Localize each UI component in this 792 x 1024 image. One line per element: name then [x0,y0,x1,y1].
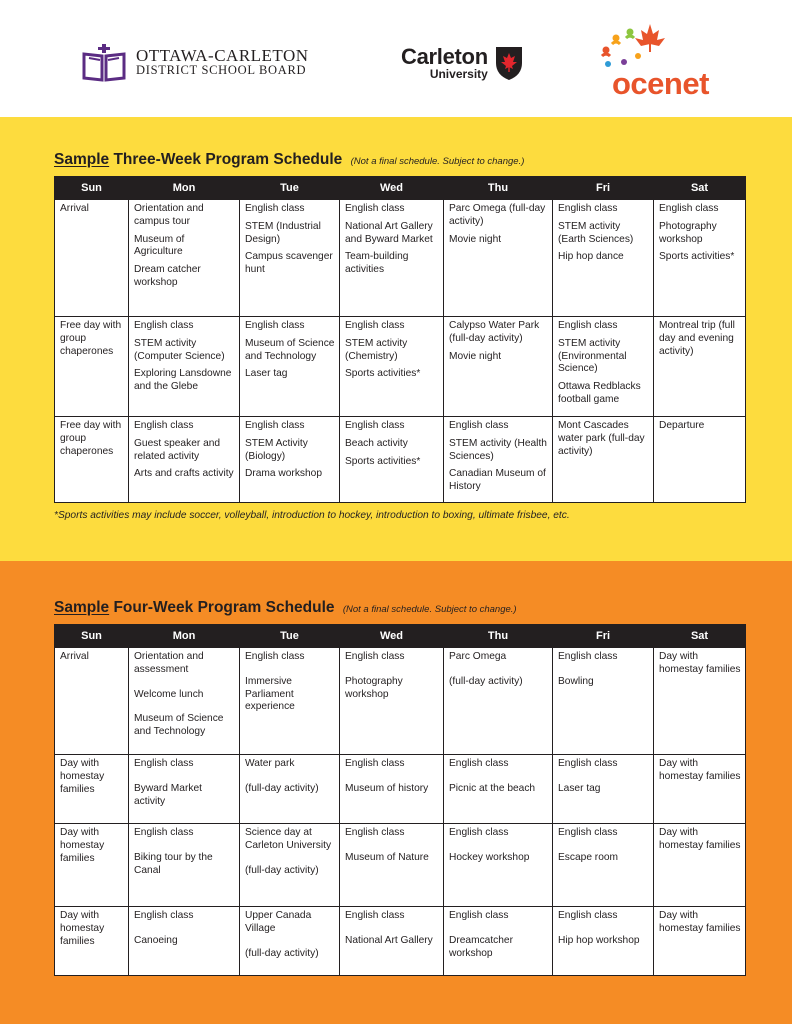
activity-item: Museum of Science and Technology [134,713,224,738]
activity-item: English class [345,651,405,662]
activity-item: STEM (Industrial Design) [245,220,321,245]
table-row [55,755,746,824]
activity-item: Team-building activities [345,251,409,276]
three-week-schedule-table [54,176,746,503]
activity-item: English class [345,420,405,431]
schedule-cell-fri [553,824,654,907]
activity-item: Canoeing [134,934,178,946]
activity-item: English class [558,827,618,838]
schedule-cell-thu [444,200,553,317]
activity-item: Parc Omega (full-day activity) [449,203,546,227]
activity-item: English class [345,758,405,769]
activity-item: Day with homestay families [60,827,105,864]
activity-item: (full-day activity) [449,675,523,687]
activity-item: Museum of history [345,782,429,794]
schedule-cell-tue [240,824,340,907]
schedule-cell-sat [654,755,746,824]
activity-item: Parc Omega [449,651,507,662]
activity-item: English class [449,758,509,769]
activity-item: English class [134,910,194,921]
table-row [55,317,746,417]
activity-item: Bowling [558,675,594,687]
activity-item: (full-day activity) [245,782,319,794]
four-week-schedule-table [54,624,746,976]
schedule-cell-fri [553,755,654,824]
four-week-title [54,599,517,617]
activity-item: English class [659,203,719,214]
activity-item: Museum of Agriculture [134,233,185,258]
activity-item: Arts and crafts activity [134,468,234,480]
schedule-cell-sat [654,824,746,907]
activity-item: English class [558,320,618,331]
activity-item: Mont Cascades water park (full-day activity) [558,420,645,457]
activity-item: STEM activity (Environmental Science) [558,337,627,375]
schedule-cell-tue [240,648,340,755]
schedule-cell-sun [55,648,129,755]
schedule-cell-fri [553,417,654,503]
activity-item: Picnic at the beach [449,782,536,794]
schedule-cell-mon [129,317,240,417]
activity-item: Immersive Parliament experience [245,675,295,713]
activity-item: STEM activity (Computer Science) [134,337,225,362]
ocdsb-name-line2: DISTRICT SCHOOL BOARD [136,63,307,78]
activity-item: Byward Market activity [134,782,202,807]
activity-item: Calypso Water Park (full-day activity) [449,320,540,344]
activity-item: Day with homestay families [659,651,741,675]
sports-footnote: *Sports activities may include soccer, volleyball, introduction to hockey, introduction to boxing, ultimate frisbee, etc. [54,510,570,521]
carleton-name: Carleton [401,44,488,69]
activity-item: Exploring Lansdowne and the Glebe [134,368,232,393]
day-header-thu: Thu [444,177,553,200]
four-week-title-sample: Sample [54,599,110,616]
schedule-cell-thu [444,648,553,755]
three-week-title-sample: Sample [54,151,110,168]
activity-item: English class [345,203,405,214]
activity-item: Biking tour by the Canal [134,851,213,876]
day-header-wed: Wed [340,625,444,648]
activity-item: Day with homestay families [60,910,105,947]
activity-item: English class [134,758,194,769]
logo-header [0,0,792,117]
schedule-cell-wed [340,755,444,824]
schedule-cell-mon [129,907,240,976]
schedule-cell-mon [129,755,240,824]
schedule-cell-thu [444,755,553,824]
activity-item: Museum of Science and Technology [245,337,335,362]
activity-item: English class [345,910,405,921]
schedule-cell-sun [55,907,129,976]
activity-item: English class [449,910,509,921]
activity-item: English class [345,320,405,331]
schedule-cell-mon [129,824,240,907]
activity-item: Hockey workshop [449,851,530,863]
schedule-cell-tue [240,417,340,503]
activity-item: Hip hop workshop [558,934,640,946]
schedule-cell-sun [55,317,129,417]
schedule-cell-thu [444,317,553,417]
table-header-row [55,177,746,200]
carleton-university: University [429,67,488,81]
activity-item: Dream catcher workshop [134,264,201,288]
schedule-cell-tue [240,317,340,417]
activity-item: National Art Gallery and Byward Market [345,220,433,245]
schedule-cell-thu [444,824,553,907]
day-header-mon: Mon [129,177,240,200]
schedule-cell-wed [340,907,444,976]
activity-item: Laser tag [245,368,288,380]
activity-item: Dreamcatcher workshop [449,934,513,959]
day-header-mon: Mon [129,625,240,648]
activity-item: English class [245,203,305,214]
table-header-row [55,625,746,648]
day-header-sat: Sat [654,625,746,648]
activity-item: English class [558,910,618,921]
activity-item: Sports activities* [659,251,735,263]
activity-item: English class [345,827,405,838]
activity-item: STEM activity (Earth Sciences) [558,220,634,245]
table-row [55,824,746,907]
schedule-cell-wed [340,317,444,417]
activity-item: Arrival [60,651,89,662]
schedule-cell-sat [654,317,746,417]
activity-item: STEM activity (Chemistry) [345,337,408,362]
day-header-fri: Fri [553,625,654,648]
activity-item: Montreal trip (full day and evening activity) [659,320,735,357]
activity-item: Orientation and assessment [134,651,204,675]
activity-item: Sports activities* [345,368,421,380]
day-header-tue: Tue [240,177,340,200]
ocenet-logo [598,22,738,100]
ocdsb-name-line1: OTTAWA-CARLETON [136,45,309,65]
activity-item: English class [245,420,305,431]
activity-item: Free day with group chaperones [60,420,122,457]
schedule-cell-mon [129,417,240,503]
activity-item: Departure [659,420,705,431]
schedule-cell-fri [553,317,654,417]
activity-item: (full-day activity) [245,864,319,876]
activity-item: Upper Canada Village [245,910,312,934]
day-header-thu: Thu [444,625,553,648]
table-row [55,907,746,976]
activity-item: (full-day activity) [245,947,319,959]
day-header-tue: Tue [240,625,340,648]
activity-item: Museum of Nature [345,851,429,863]
schedule-cell-tue [240,200,340,317]
schedule-cell-tue [240,907,340,976]
day-header-wed: Wed [340,177,444,200]
day-header-sun: Sun [55,177,129,200]
activity-item: Day with homestay families [659,758,741,782]
activity-item: Free day with group chaperones [60,320,122,357]
activity-item: Hip hop dance [558,251,624,263]
activity-item: Water park [245,758,295,769]
activity-item: Drama workshop [245,468,322,480]
activity-item: Escape room [558,851,619,863]
schedule-cell-sun [55,824,129,907]
schedule-cell-fri [553,200,654,317]
four-week-title-text: Four-Week Program Schedule [113,599,335,616]
carleton-logo [401,45,524,81]
activity-item: Day with homestay families [659,910,741,934]
activity-item: Sports activities* [345,455,421,467]
schedule-cell-wed [340,200,444,317]
activity-item: Photography workshop [345,675,403,700]
schedule-cell-sat [654,417,746,503]
schedule-cell-fri [553,907,654,976]
activity-item: Canadian Museum of History [449,468,546,493]
day-header-fri: Fri [553,177,654,200]
schedule-cell-wed [340,648,444,755]
table-row [55,417,746,503]
activity-item: Welcome lunch [134,688,204,700]
activity-item: English class [134,320,194,331]
schedule-cell-sun [55,755,129,824]
schedule-cell-sun [55,200,129,317]
schedule-cell-sat [654,648,746,755]
four-week-note: (Not a final schedule. Subject to change.) [342,604,517,615]
activity-item: Movie night [449,350,502,362]
three-week-note: (Not a final schedule. Subject to change.) [350,156,525,167]
activity-item: Day with homestay families [60,758,105,795]
activity-item: English class [449,420,509,431]
schedule-cell-tue [240,755,340,824]
open-book-icon [80,42,128,82]
activity-item: Campus scavenger hunt [245,251,333,276]
schedule-cell-sat [654,907,746,976]
day-header-sun: Sun [55,625,129,648]
activity-item: STEM activity (Health Sciences) [449,437,547,462]
activity-item: Laser tag [558,782,601,794]
three-week-title [54,151,524,169]
activity-item: English class [449,827,509,838]
schedule-cell-wed [340,417,444,503]
activity-item: English class [245,320,305,331]
ocenet-wordmark: ocenet [612,66,709,101]
activity-item: Ottawa Redblacks football game [558,381,641,405]
schedule-cell-mon [129,648,240,755]
table-row [55,648,746,755]
activity-item: English class [245,651,305,662]
activity-item: English class [134,420,194,431]
schedule-cell-fri [553,648,654,755]
activity-item: Photography workshop [659,220,717,245]
three-week-title-text: Three-Week Program Schedule [113,151,343,168]
activity-item: English class [134,827,194,838]
activity-item: Guest speaker and related activity [134,437,221,462]
schedule-cell-wed [340,824,444,907]
activity-item: Orientation and campus tour [134,203,204,227]
ocdsb-logo [80,42,309,82]
activity-item: Science day at Carleton University [245,827,332,851]
schedule-cell-sun [55,417,129,503]
activity-item: English class [558,758,618,769]
table-row [55,200,746,317]
activity-item: Day with homestay families [659,827,741,851]
schedule-cell-mon [129,200,240,317]
activity-item: National Art Gallery [345,934,433,946]
shield-icon [494,45,524,81]
activity-item: Movie night [449,233,502,245]
activity-item: English class [558,203,618,214]
schedule-cell-sat [654,200,746,317]
activity-item: STEM Activity (Biology) [245,437,308,462]
maple-leaf-people-icon [598,22,738,70]
day-header-sat: Sat [654,177,746,200]
activity-item: Beach activity [345,437,408,449]
schedule-cell-thu [444,417,553,503]
activity-item: Arrival [60,203,89,214]
activity-item: English class [558,651,618,662]
schedule-cell-thu [444,907,553,976]
